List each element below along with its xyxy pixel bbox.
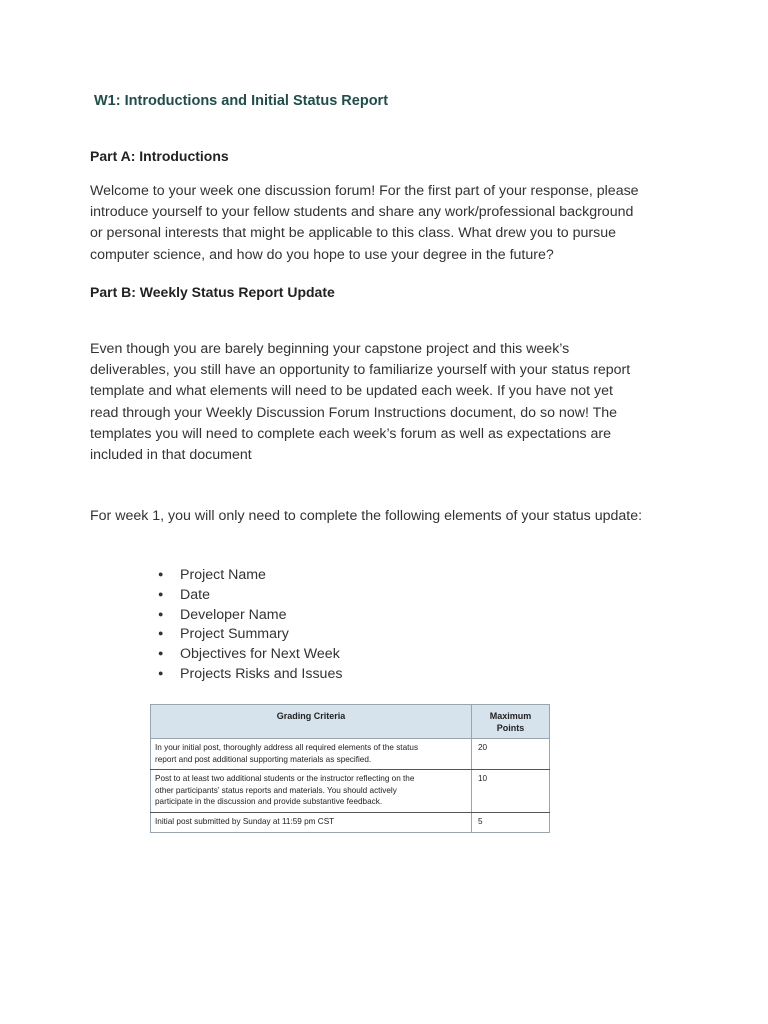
paragraph-line: introduce yourself to your fellow students and share any work/professional background xyxy=(90,204,634,221)
week1-intro: For week 1, you will only need to complete the following elements of your status update: xyxy=(90,508,643,524)
cell-line: other participants’ status reports and materials. You should actively xyxy=(155,785,397,795)
bullet-icon: ● xyxy=(158,628,164,639)
bullet-icon: ● xyxy=(158,608,164,619)
part-a-heading: Part A: Introductions xyxy=(90,148,229,164)
grading-table xyxy=(150,704,550,833)
list-item xyxy=(158,565,342,585)
bullet-icon: ● xyxy=(158,588,164,599)
table-row xyxy=(151,770,550,813)
table-row xyxy=(151,739,550,770)
paragraph-line: Even though you are barely beginning your capstone project and this week’s xyxy=(90,341,570,357)
paragraph-line: templates you will need to complete each week’s forum as well as expectations are xyxy=(90,425,612,442)
cell-line: In your initial post, thoroughly address all required elements of the status xyxy=(155,743,419,752)
bullet-icon: ● xyxy=(158,569,164,579)
list-item xyxy=(158,585,342,605)
page-title: W1: Introductions and Initial Status Report xyxy=(94,93,389,109)
points-cell: 20 xyxy=(472,739,550,770)
paragraph-line: included in that document xyxy=(90,447,252,464)
table-row xyxy=(151,812,550,832)
paragraph-line: computer science, and how do you hope to use your degree in the future? xyxy=(90,246,554,263)
criteria-cell xyxy=(151,770,472,813)
part-b-heading: Part B: Weekly Status Report Update xyxy=(90,284,335,300)
list-item-label: Developer Name xyxy=(180,606,287,623)
paragraph-line: read through your Weekly Discussion Forum Instructions document, do so now! The xyxy=(90,404,618,421)
paragraph-line: template and what elements will need to be updated each week. If you have not yet xyxy=(90,383,613,400)
part-b-paragraph xyxy=(90,339,690,466)
list-item-label: Objectives for Next Week xyxy=(180,646,340,663)
list-item-label: Date xyxy=(180,586,210,603)
list-item xyxy=(158,605,342,625)
status-elements-list xyxy=(158,565,342,684)
list-item xyxy=(158,664,342,684)
paragraph-line: or personal interests that might be applicable to this class. What drew you to pursue xyxy=(90,225,616,242)
list-item-label: Project Summary xyxy=(180,626,289,643)
criteria-cell xyxy=(151,739,472,770)
paragraph-line: Welcome to your week one discussion forum! For the first part of your response, please xyxy=(90,183,639,199)
cell-line: Post to at least two additional students or the instructor reflecting on the xyxy=(155,774,415,784)
header-line: Maximum xyxy=(489,711,532,721)
cell-line: report and post additional supporting materials as specified. xyxy=(155,754,372,764)
bullet-icon: ● xyxy=(158,667,164,678)
paragraph-line: deliverables, you still have an opportunity to familiarize yourself with your status report xyxy=(90,362,631,379)
criteria-cell xyxy=(151,812,472,832)
table-header-row xyxy=(151,705,550,739)
maximum-points-header xyxy=(472,705,550,739)
cell-line: Initial post submitted by Sunday at 11:59 pm CST xyxy=(155,816,335,826)
cell-line: participate in the discussion and provide substantive feedback. xyxy=(155,797,383,807)
list-item-label: Projects Risks and Issues xyxy=(180,665,343,682)
list-item-label: Project Name xyxy=(180,567,266,583)
grading-criteria-header: Grading Criteria xyxy=(151,705,472,739)
part-a-paragraph xyxy=(90,181,690,266)
list-item xyxy=(158,644,342,664)
bullet-icon: ● xyxy=(158,648,164,659)
points-cell: 10 xyxy=(472,770,550,813)
header-line: Points xyxy=(496,723,525,733)
list-item xyxy=(158,624,342,644)
points-cell: 5 xyxy=(472,812,550,832)
